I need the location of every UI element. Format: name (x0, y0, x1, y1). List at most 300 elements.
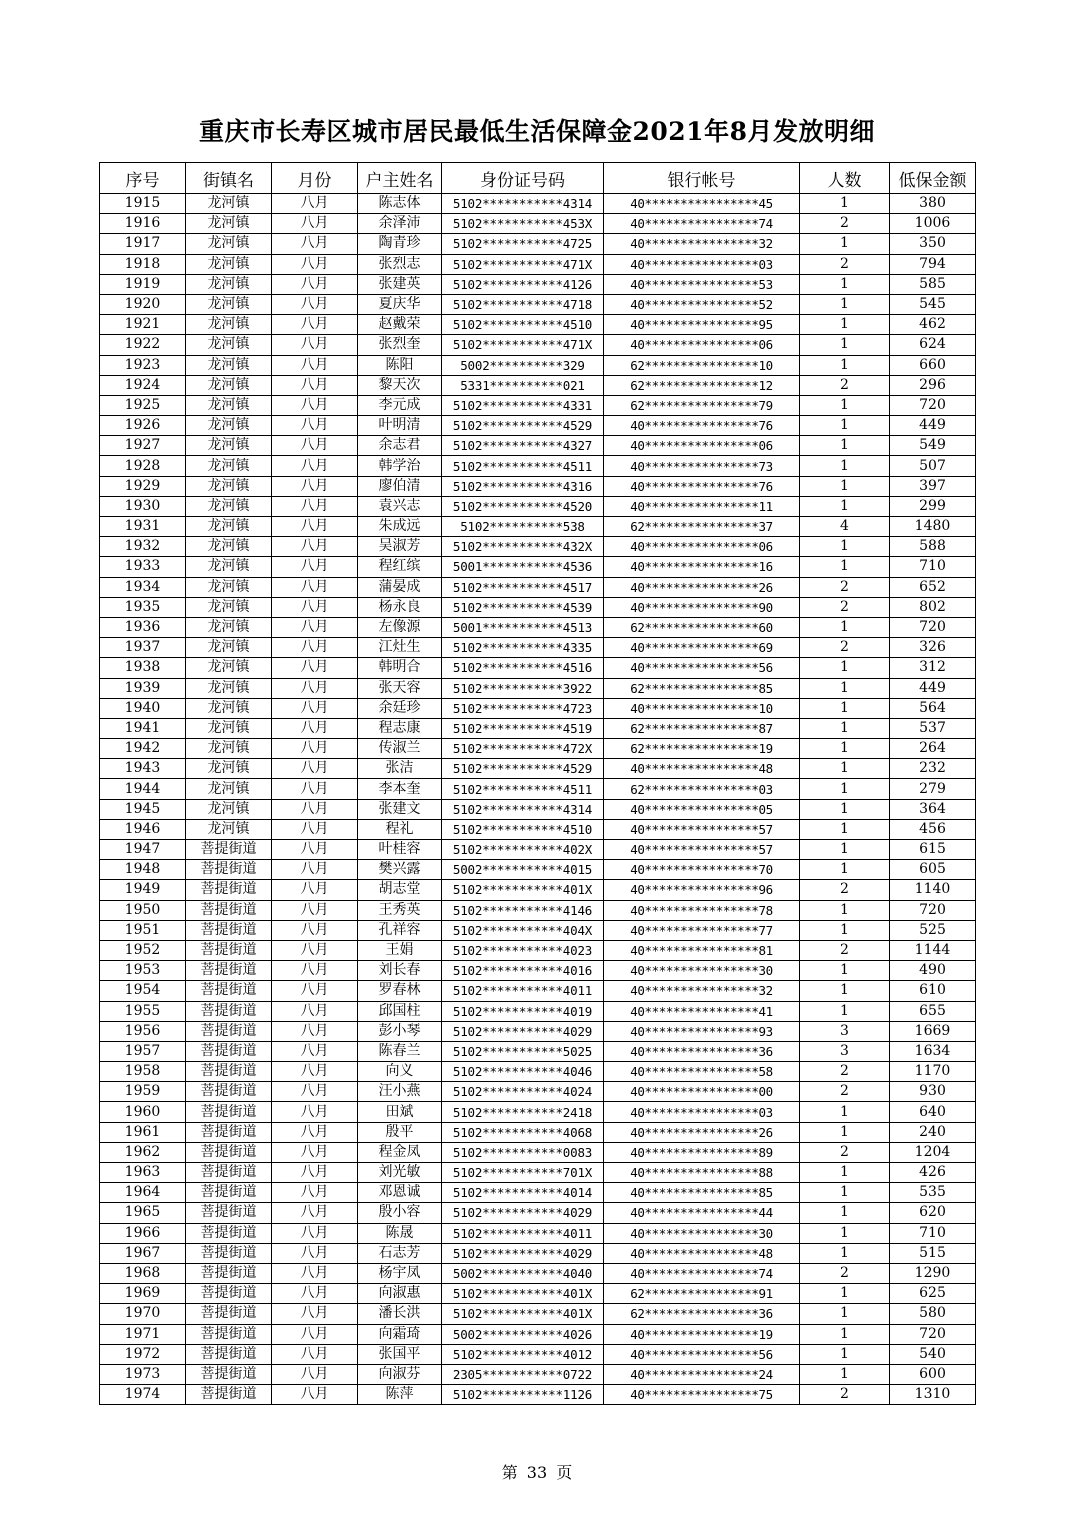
cell-town: 龙河镇 (186, 557, 272, 577)
cell-town: 菩提街道 (186, 1142, 272, 1162)
cell-month: 八月 (272, 900, 358, 920)
cell-id-number: 5102***********4335 (442, 638, 604, 658)
cell-persons: 1 (800, 1223, 890, 1243)
cell-persons: 2 (800, 1385, 890, 1405)
cell-persons: 1 (800, 1243, 890, 1263)
cell-town: 龙河镇 (186, 759, 272, 779)
cell-id-number: 5002***********4026 (442, 1324, 604, 1344)
cell-id-number: 5102***********4126 (442, 274, 604, 294)
cell-amount: 585 (890, 274, 976, 294)
cell-bank-account: 40****************57 (604, 840, 800, 860)
table-body (100, 194, 976, 1405)
cell-bank-account: 40****************93 (604, 1021, 800, 1041)
cell-index: 1955 (100, 1001, 186, 1021)
cell-amount: 490 (890, 961, 976, 981)
cell-persons: 1 (800, 739, 890, 759)
cell-index: 1926 (100, 416, 186, 436)
cell-persons: 1 (800, 557, 890, 577)
table-row (100, 900, 976, 920)
table-row (100, 961, 976, 981)
table-header-row (100, 163, 976, 194)
cell-id-number: 5102***********4029 (442, 1243, 604, 1263)
table-row (100, 1263, 976, 1283)
cell-month: 八月 (272, 1364, 358, 1384)
cell-id-number: 5102***********0083 (442, 1142, 604, 1162)
cell-month: 八月 (272, 1304, 358, 1324)
cell-month: 八月 (272, 658, 358, 678)
cell-persons: 1 (800, 1163, 890, 1183)
table-row (100, 234, 976, 254)
cell-amount: 610 (890, 981, 976, 1001)
cell-persons: 1 (800, 395, 890, 415)
cell-bank-account: 40****************85 (604, 1183, 800, 1203)
cell-householder: 张洁 (358, 759, 442, 779)
cell-bank-account: 40****************36 (604, 1041, 800, 1061)
cell-index: 1945 (100, 799, 186, 819)
cell-town: 龙河镇 (186, 517, 272, 537)
cell-index: 1947 (100, 840, 186, 860)
table-row (100, 1001, 976, 1021)
cell-bank-account: 40****************44 (604, 1203, 800, 1223)
cell-id-number: 5102***********432X (442, 537, 604, 557)
cell-month: 八月 (272, 254, 358, 274)
table-row (100, 779, 976, 799)
cell-town: 菩提街道 (186, 1062, 272, 1082)
cell-bank-account: 40****************24 (604, 1364, 800, 1384)
cell-amount: 507 (890, 456, 976, 476)
cell-index: 1937 (100, 638, 186, 658)
table-row (100, 1304, 976, 1324)
cell-householder: 陈阳 (358, 355, 442, 375)
cell-householder: 陈志体 (358, 194, 442, 214)
cell-persons: 2 (800, 214, 890, 234)
cell-householder: 向义 (358, 1062, 442, 1082)
cell-index: 1936 (100, 617, 186, 637)
cell-month: 八月 (272, 1041, 358, 1061)
cell-householder: 江灶生 (358, 638, 442, 658)
cell-householder: 赵戴荣 (358, 315, 442, 335)
cell-householder: 樊兴露 (358, 860, 442, 880)
cell-householder: 向霜琦 (358, 1324, 442, 1344)
cell-town: 龙河镇 (186, 779, 272, 799)
cell-town: 菩提街道 (186, 1304, 272, 1324)
cell-id-number: 5102***********4520 (442, 496, 604, 516)
cell-amount: 652 (890, 577, 976, 597)
cell-bank-account: 62****************60 (604, 617, 800, 637)
cell-bank-account: 40****************56 (604, 1344, 800, 1364)
cell-amount: 1170 (890, 1062, 976, 1082)
table-row (100, 274, 976, 294)
cell-persons: 2 (800, 597, 890, 617)
cell-index: 1917 (100, 234, 186, 254)
cell-month: 八月 (272, 1021, 358, 1041)
cell-month: 八月 (272, 375, 358, 395)
cell-amount: 1140 (890, 880, 976, 900)
cell-bank-account: 62****************36 (604, 1304, 800, 1324)
cell-amount: 1290 (890, 1263, 976, 1283)
cell-bank-account: 40****************05 (604, 799, 800, 819)
cell-id-number: 5102***********4539 (442, 597, 604, 617)
cell-id-number: 5102***********3922 (442, 678, 604, 698)
cell-index: 1927 (100, 436, 186, 456)
cell-persons: 1 (800, 1122, 890, 1142)
cell-bank-account: 40****************58 (604, 1062, 800, 1082)
cell-month: 八月 (272, 416, 358, 436)
table-row (100, 335, 976, 355)
cell-index: 1941 (100, 718, 186, 738)
cell-householder: 胡志堂 (358, 880, 442, 900)
cell-persons: 1 (800, 1284, 890, 1304)
cell-id-number: 5102***********453X (442, 214, 604, 234)
cell-town: 龙河镇 (186, 375, 272, 395)
cell-amount: 364 (890, 799, 976, 819)
cell-persons: 1 (800, 456, 890, 476)
table-row (100, 860, 976, 880)
cell-householder: 殷小容 (358, 1203, 442, 1223)
table-row (100, 416, 976, 436)
cell-id-number: 5102***********4718 (442, 294, 604, 314)
cell-index: 1942 (100, 739, 186, 759)
cell-month: 八月 (272, 1263, 358, 1283)
cell-month: 八月 (272, 597, 358, 617)
table-row (100, 1223, 976, 1243)
cell-town: 菩提街道 (186, 920, 272, 940)
table-row (100, 194, 976, 214)
cell-householder: 汪小燕 (358, 1082, 442, 1102)
cell-persons: 2 (800, 254, 890, 274)
cell-amount: 540 (890, 1344, 976, 1364)
cell-bank-account: 40****************30 (604, 961, 800, 981)
table-row (100, 678, 976, 698)
cell-householder: 张国平 (358, 1344, 442, 1364)
cell-id-number: 5102***********401X (442, 1284, 604, 1304)
cell-month: 八月 (272, 718, 358, 738)
cell-id-number: 5102***********4023 (442, 940, 604, 960)
table-row (100, 981, 976, 1001)
table-row (100, 698, 976, 718)
cell-persons: 1 (800, 900, 890, 920)
cell-month: 八月 (272, 638, 358, 658)
cell-amount: 710 (890, 1223, 976, 1243)
cell-householder: 杨宇凤 (358, 1263, 442, 1283)
cell-amount: 296 (890, 375, 976, 395)
cell-index: 1920 (100, 294, 186, 314)
cell-town: 菩提街道 (186, 840, 272, 860)
cell-index: 1954 (100, 981, 186, 1001)
cell-index: 1967 (100, 1243, 186, 1263)
table-row (100, 294, 976, 314)
cell-persons: 2 (800, 1062, 890, 1082)
cell-index: 1949 (100, 880, 186, 900)
cell-householder: 潘长洪 (358, 1304, 442, 1324)
cell-persons: 1 (800, 1183, 890, 1203)
cell-town: 菩提街道 (186, 940, 272, 960)
cell-bank-account: 40****************48 (604, 1243, 800, 1263)
cell-amount: 605 (890, 860, 976, 880)
header-persons: 人数 (800, 163, 890, 194)
table-row (100, 940, 976, 960)
cell-month: 八月 (272, 1344, 358, 1364)
cell-persons: 1 (800, 335, 890, 355)
cell-month: 八月 (272, 395, 358, 415)
cell-bank-account: 40****************52 (604, 294, 800, 314)
cell-amount: 350 (890, 234, 976, 254)
cell-town: 菩提街道 (186, 1263, 272, 1283)
cell-index: 1922 (100, 335, 186, 355)
cell-bank-account: 40****************45 (604, 194, 800, 214)
cell-bank-account: 40****************74 (604, 214, 800, 234)
cell-householder: 余志君 (358, 436, 442, 456)
cell-householder: 田斌 (358, 1102, 442, 1122)
cell-index: 1964 (100, 1183, 186, 1203)
cell-id-number: 5102***********4529 (442, 416, 604, 436)
cell-town: 菩提街道 (186, 900, 272, 920)
table-row (100, 638, 976, 658)
cell-index: 1959 (100, 1082, 186, 1102)
table-row (100, 617, 976, 637)
cell-amount: 279 (890, 779, 976, 799)
cell-amount: 232 (890, 759, 976, 779)
cell-bank-account: 40****************77 (604, 920, 800, 940)
cell-householder: 程志康 (358, 718, 442, 738)
cell-householder: 叶明清 (358, 416, 442, 436)
cell-index: 1934 (100, 577, 186, 597)
cell-month: 八月 (272, 537, 358, 557)
cell-id-number: 5102***********4529 (442, 759, 604, 779)
cell-bank-account: 40****************00 (604, 1082, 800, 1102)
cell-index: 1973 (100, 1364, 186, 1384)
cell-id-number: 5102***********4019 (442, 1001, 604, 1021)
cell-town: 龙河镇 (186, 335, 272, 355)
cell-bank-account: 62****************91 (604, 1284, 800, 1304)
cell-town: 菩提街道 (186, 1183, 272, 1203)
cell-id-number: 5102***********5025 (442, 1041, 604, 1061)
cell-householder: 石志芳 (358, 1243, 442, 1263)
cell-month: 八月 (272, 294, 358, 314)
cell-id-number: 5102***********4046 (442, 1062, 604, 1082)
cell-persons: 1 (800, 961, 890, 981)
cell-amount: 1006 (890, 214, 976, 234)
cell-id-number: 5102***********4510 (442, 315, 604, 335)
cell-householder: 廖伯清 (358, 476, 442, 496)
cell-bank-account: 40****************06 (604, 436, 800, 456)
table-row (100, 1243, 976, 1263)
cell-bank-account: 40****************70 (604, 860, 800, 880)
cell-index: 1972 (100, 1344, 186, 1364)
header-town: 街镇名 (186, 163, 272, 194)
cell-persons: 1 (800, 315, 890, 335)
cell-bank-account: 40****************88 (604, 1163, 800, 1183)
cell-persons: 1 (800, 981, 890, 1001)
header-index: 序号 (100, 163, 186, 194)
cell-amount: 545 (890, 294, 976, 314)
cell-householder: 传淑兰 (358, 739, 442, 759)
table-row (100, 1122, 976, 1142)
table-row (100, 254, 976, 274)
cell-id-number: 5102***********4723 (442, 698, 604, 718)
cell-householder: 刘长春 (358, 961, 442, 981)
cell-persons: 1 (800, 779, 890, 799)
cell-persons: 1 (800, 194, 890, 214)
table-row (100, 1102, 976, 1122)
cell-householder: 程红缤 (358, 557, 442, 577)
cell-month: 八月 (272, 194, 358, 214)
cell-month: 八月 (272, 617, 358, 637)
cell-amount: 620 (890, 1203, 976, 1223)
cell-month: 八月 (272, 557, 358, 577)
header-month: 月份 (272, 163, 358, 194)
cell-id-number: 5102***********471X (442, 254, 604, 274)
cell-id-number: 5102***********4314 (442, 799, 604, 819)
cell-bank-account: 62****************19 (604, 739, 800, 759)
cell-town: 龙河镇 (186, 739, 272, 759)
table-row (100, 1041, 976, 1061)
cell-bank-account: 40****************32 (604, 981, 800, 1001)
cell-amount: 1310 (890, 1385, 976, 1405)
cell-month: 八月 (272, 214, 358, 234)
cell-persons: 1 (800, 698, 890, 718)
cell-householder: 韩明合 (358, 658, 442, 678)
cell-index: 1974 (100, 1385, 186, 1405)
cell-index: 1969 (100, 1284, 186, 1304)
cell-persons: 1 (800, 1344, 890, 1364)
cell-bank-account: 40****************16 (604, 557, 800, 577)
table-row (100, 799, 976, 819)
cell-town: 龙河镇 (186, 476, 272, 496)
table-row (100, 1324, 976, 1344)
cell-householder: 王秀英 (358, 900, 442, 920)
table-row (100, 1021, 976, 1041)
cell-town: 龙河镇 (186, 638, 272, 658)
cell-month: 八月 (272, 1223, 358, 1243)
table-row (100, 1364, 976, 1384)
cell-amount: 312 (890, 658, 976, 678)
cell-bank-account: 62****************12 (604, 375, 800, 395)
cell-month: 八月 (272, 1183, 358, 1203)
cell-persons: 1 (800, 1324, 890, 1344)
cell-month: 八月 (272, 739, 358, 759)
table-row (100, 658, 976, 678)
cell-id-number: 5102***********4519 (442, 718, 604, 738)
cell-town: 龙河镇 (186, 678, 272, 698)
cell-amount: 720 (890, 1324, 976, 1344)
cell-town: 龙河镇 (186, 294, 272, 314)
cell-town: 菩提街道 (186, 1021, 272, 1041)
table-row (100, 557, 976, 577)
cell-persons: 2 (800, 577, 890, 597)
document-title: 重庆市长寿区城市居民最低生活保障金2021年8月发放明细 (199, 117, 875, 146)
cell-householder: 殷平 (358, 1122, 442, 1142)
cell-id-number: 5102***********402X (442, 840, 604, 860)
cell-index: 1963 (100, 1163, 186, 1183)
cell-persons: 1 (800, 537, 890, 557)
cell-month: 八月 (272, 335, 358, 355)
cell-month: 八月 (272, 759, 358, 779)
cell-bank-account: 62****************85 (604, 678, 800, 698)
cell-month: 八月 (272, 577, 358, 597)
cell-index: 1958 (100, 1062, 186, 1082)
cell-month: 八月 (272, 1385, 358, 1405)
cell-month: 八月 (272, 1102, 358, 1122)
cell-month: 八月 (272, 315, 358, 335)
cell-persons: 1 (800, 355, 890, 375)
cell-persons: 1 (800, 860, 890, 880)
cell-bank-account: 40****************11 (604, 496, 800, 516)
cell-id-number: 5002***********4040 (442, 1263, 604, 1283)
page-number: 第 33 页 (501, 1463, 573, 1482)
cell-id-number: 5102***********4011 (442, 981, 604, 1001)
cell-id-number: 5102***********4314 (442, 194, 604, 214)
cell-amount: 794 (890, 254, 976, 274)
cell-month: 八月 (272, 678, 358, 698)
cell-index: 1968 (100, 1263, 186, 1283)
cell-town: 菩提街道 (186, 1001, 272, 1021)
cell-town: 龙河镇 (186, 416, 272, 436)
cell-month: 八月 (272, 819, 358, 839)
cell-id-number: 5102***********4068 (442, 1122, 604, 1142)
cell-month: 八月 (272, 880, 358, 900)
cell-bank-account: 40****************06 (604, 335, 800, 355)
cell-index: 1935 (100, 597, 186, 617)
cell-bank-account: 40****************41 (604, 1001, 800, 1021)
cell-bank-account: 40****************19 (604, 1324, 800, 1344)
table-row (100, 718, 976, 738)
cell-persons: 1 (800, 658, 890, 678)
cell-town: 龙河镇 (186, 234, 272, 254)
cell-town: 菩提街道 (186, 1385, 272, 1405)
cell-town: 菩提街道 (186, 880, 272, 900)
cell-householder: 袁兴志 (358, 496, 442, 516)
cell-town: 龙河镇 (186, 194, 272, 214)
cell-id-number: 5102***********4316 (442, 476, 604, 496)
cell-id-number: 5102***********401X (442, 1304, 604, 1324)
cell-id-number: 5102***********401X (442, 880, 604, 900)
cell-index: 1971 (100, 1324, 186, 1344)
header-id-number: 身份证号码 (442, 163, 604, 194)
cell-bank-account: 40****************57 (604, 819, 800, 839)
table-row (100, 375, 976, 395)
cell-persons: 1 (800, 1001, 890, 1021)
cell-amount: 588 (890, 537, 976, 557)
cell-amount: 426 (890, 1163, 976, 1183)
cell-month: 八月 (272, 517, 358, 537)
cell-month: 八月 (272, 1324, 358, 1344)
cell-town: 龙河镇 (186, 436, 272, 456)
cell-month: 八月 (272, 436, 358, 456)
table-row (100, 1082, 976, 1102)
cell-householder: 杨永良 (358, 597, 442, 617)
cell-month: 八月 (272, 698, 358, 718)
cell-bank-account: 40****************26 (604, 1122, 800, 1142)
cell-index: 1923 (100, 355, 186, 375)
cell-persons: 1 (800, 759, 890, 779)
cell-amount: 240 (890, 1122, 976, 1142)
table-row (100, 1163, 976, 1183)
cell-id-number: 5102***********4011 (442, 1223, 604, 1243)
cell-persons: 2 (800, 940, 890, 960)
cell-id-number: 5102***********4029 (442, 1203, 604, 1223)
cell-index: 1930 (100, 496, 186, 516)
cell-amount: 710 (890, 557, 976, 577)
cell-month: 八月 (272, 1284, 358, 1304)
cell-bank-account: 40****************76 (604, 416, 800, 436)
cell-bank-account: 62****************10 (604, 355, 800, 375)
cell-amount: 326 (890, 638, 976, 658)
cell-index: 1970 (100, 1304, 186, 1324)
cell-householder: 陈萍 (358, 1385, 442, 1405)
cell-id-number: 5102***********4014 (442, 1183, 604, 1203)
cell-id-number: 5102***********2418 (442, 1102, 604, 1122)
